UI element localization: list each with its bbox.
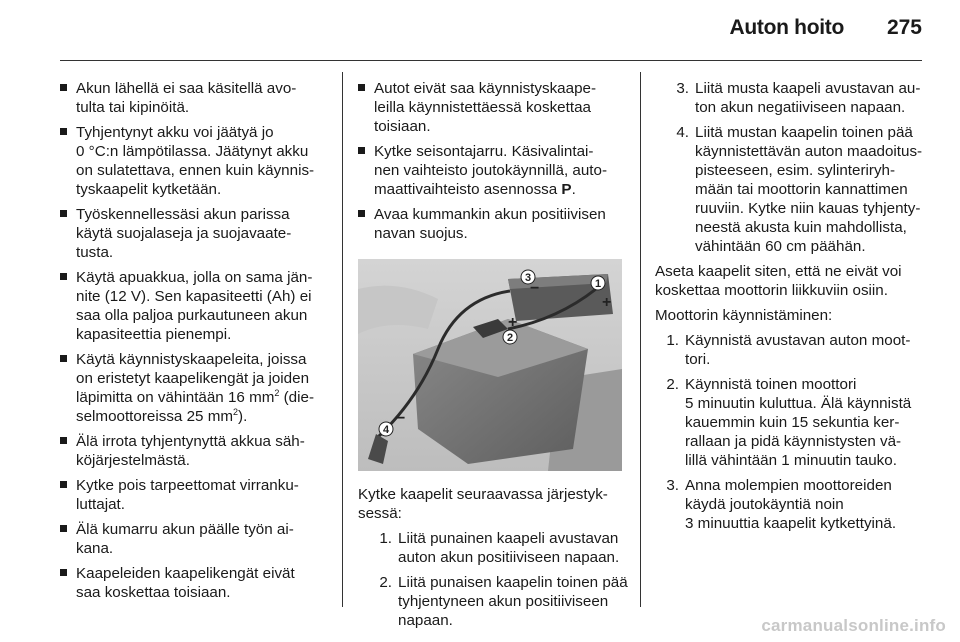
label-3: 3 (524, 272, 532, 284)
bullet-item: Akun lähellä ei saa käsitellä avo- tulta tai kipinöitä. (60, 79, 330, 117)
bullet-item: Autot eivät saa käynnistyskaape- leilla käynnistettäessä koskettaa toisiaan. (358, 79, 626, 136)
step-1: 1. Liitä punainen kaapeli avustavan auton akun positiiviseen napaan. (379, 530, 620, 566)
bullet-item: Käytä apuakkua, jolla on sama jän- nite (12 V). Sen kapasiteetti (Ah) ei saa olla paljoa purkautuneen akun kapasiteettia pienempi. (60, 268, 330, 344)
header-title: Auton hoito (729, 16, 844, 39)
bullet-item: Älä irrota tyhjentynyttä akkua säh- köjärjestelmästä. (60, 432, 330, 470)
start-step-2: 2. Käynnistä toinen moottori 5 minuutin kuluttua. Älä käynnistä kauemmin kuin 15 sekuntia ker- rallaan ja pidä käynnistysten vä- lillä vähintään 1 minuutin tauko. (666, 376, 912, 469)
bullet-item: Käytä käynnistyskaapeleita, joissa on eristetyt kaapelikengät ja joiden läpimitta on vähintään 16 $mm^2$ (die- selmoottoreissa 25 $mm^2$). (60, 350, 330, 426)
column-divider-1 (342, 72, 343, 607)
header-rule (60, 60, 922, 61)
engine-start-heading: Moottorin käynnistäminen: (655, 307, 833, 324)
column-1 (60, 79, 330, 608)
label-4: 4 (382, 424, 390, 436)
step-3: 3. Liitä musta kaapeli avustavan au- ton akun negatiiviseen napaan. (676, 80, 921, 116)
engine-bay-drawing (358, 259, 622, 471)
label-2: 2 (506, 332, 514, 344)
column-divider-2 (640, 72, 641, 607)
start-step-3: 3. Anna molempien moottoreiden käydä joutokäyntiä noin 3 minuuttia kaapelit kytkettyinä. (666, 477, 897, 532)
minus-sign-ground: − (396, 410, 406, 427)
start-step-1: 1. Käynnistä avustavan auton moot- tori. (666, 332, 911, 368)
bullet-item: Työskennellessäsi akun parissa käytä suojalaseja ja suojavaate- tusta. (60, 205, 330, 262)
step-2: 2. Liitä punaisen kaapelin toinen pää tyhjentyneen akun positiiviseen napaan. (379, 574, 628, 629)
page-header (0, 0, 960, 60)
connection-intro: Kytke kaapelit seuraavassa järjestyk- sessä: (358, 486, 608, 522)
minus-sign-donor: − (530, 280, 540, 297)
bullet-item: Kaapeleiden kaapelikengät eivät saa koskettaa toisiaan. (60, 564, 330, 602)
bullet-item: Kytke pois tarpeettomat virranku- luttajat. (60, 476, 330, 514)
bullet-item: Kytke seisontajarru. Käsivalintai- nen vaihteisto joutokäynnillä, auto- maattivaihteisto asennossa P. (358, 142, 626, 199)
bullet-item: Tyhjentynyt akku voi jäätyä jo 0 °C:n lämpötilassa. Jäätynyt akku on sulatettava, ennen kuin käynnis- tyskaapelit kytketään. (60, 123, 330, 199)
page-number: 275 (886, 16, 922, 39)
watermark: carmanualsonline.info (761, 616, 946, 635)
bullet-item: Älä kumarru akun päälle työn ai- kana. (60, 520, 330, 558)
column-3 (655, 79, 923, 539)
jump-start-illustration (358, 259, 622, 471)
column-2 (358, 79, 626, 636)
step-4: 4. Liitä mustan kaapelin toinen pää käynnistettävän auton maadoitus- pisteeseen, esim. sylinteriryh- mään tai moottorin kannattimen ruuviin. Kytke niin kauas tyhjenty- neestä akusta kuin mahdollista, vähintään 60 cm päähän. (676, 124, 923, 255)
cable-placement-note: Aseta kaapelit siten, että ne eivät voi koskettaa moottorin liikkuviin osiin. (655, 263, 902, 299)
plus-sign-donor: + (602, 294, 612, 311)
label-1: 1 (594, 278, 602, 290)
bullet-item: Avaa kummankin akun positiivisen navan suojus. (358, 205, 626, 243)
plus-sign-target: + (508, 314, 518, 331)
